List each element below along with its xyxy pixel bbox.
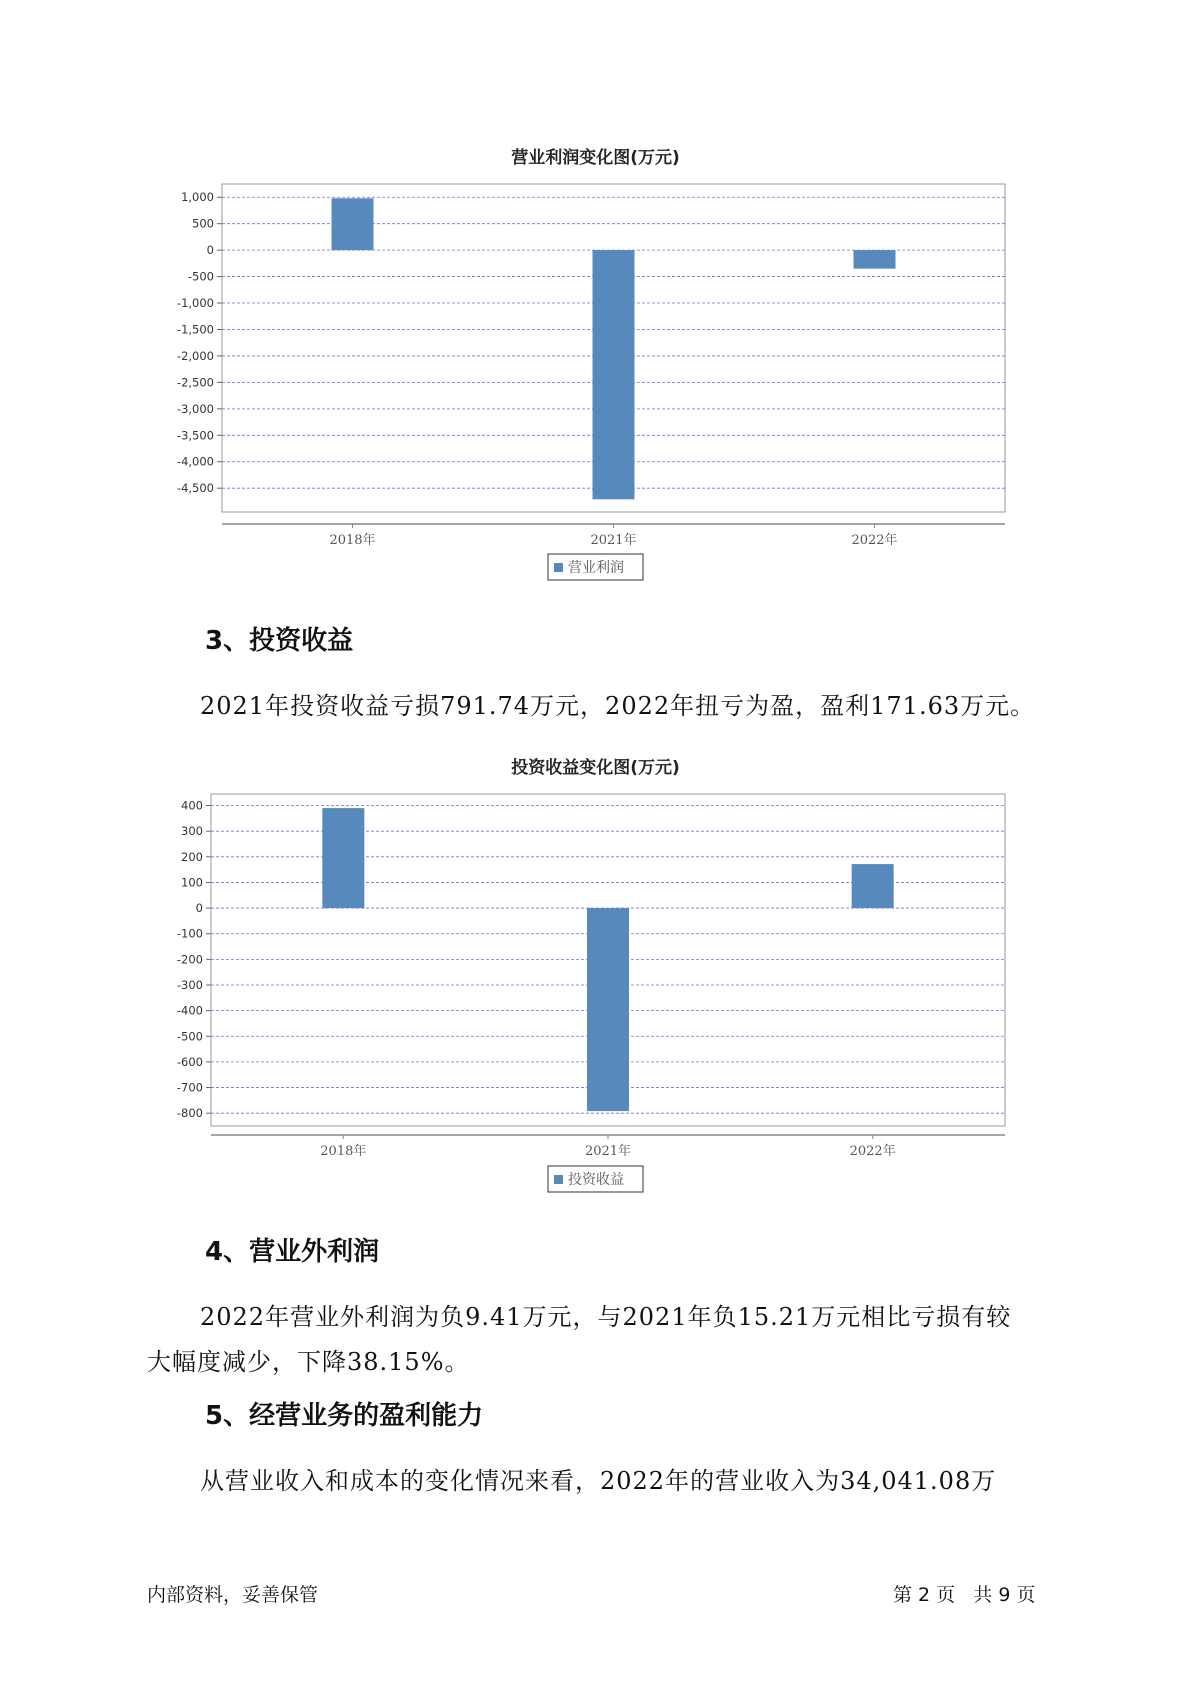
y-tick-label: -300 xyxy=(176,977,203,992)
chart-title-investment-income: 投资收益变化图(万元) xyxy=(511,758,680,778)
y-tick-label: -2,500 xyxy=(176,375,214,390)
y-tick-label: -1,500 xyxy=(176,322,214,337)
y-tick-label: 0 xyxy=(206,243,214,258)
x-tick-label: 2022年 xyxy=(849,1144,896,1159)
section-3-text: 2021年投资收益亏损791.74万元，2022年扭亏为盈，盈利171.63万元。 xyxy=(200,692,1036,720)
section-4-text-line2: 大幅度减少，下降38.15%。 xyxy=(147,1348,470,1376)
y-tick-label: -4,000 xyxy=(176,454,214,469)
y-tick-label: 0 xyxy=(195,901,203,916)
y-tick-label: 200 xyxy=(181,849,203,864)
legend-swatch xyxy=(554,1175,563,1184)
y-tick-label: -700 xyxy=(176,1080,203,1095)
y-tick-label: 400 xyxy=(181,798,203,813)
bar-2021年 xyxy=(593,250,635,499)
y-tick-label: -2,000 xyxy=(176,348,214,363)
bar-2018年 xyxy=(332,198,374,250)
x-tick-label: 2022年 xyxy=(851,533,898,548)
section-4-heading: 4、营业外利润 xyxy=(205,1237,380,1267)
x-tick-label: 2018年 xyxy=(329,533,376,548)
y-tick-label: -600 xyxy=(176,1054,203,1069)
y-tick-label: 1,000 xyxy=(181,190,214,205)
y-tick-label: -400 xyxy=(176,1003,203,1018)
section-3-heading: 3、投资收益 xyxy=(205,626,354,656)
y-tick-label: -1,000 xyxy=(176,296,214,311)
footer-confidential-note: 内部资料，妥善保管 xyxy=(147,1584,319,1606)
y-tick-label: -4,500 xyxy=(176,481,214,496)
section-5-heading: 5、经营业务的盈利能力 xyxy=(205,1401,484,1431)
y-tick-label: 500 xyxy=(192,216,214,231)
legend-label: 投资收益 xyxy=(568,1172,624,1188)
y-tick-label: -800 xyxy=(176,1106,203,1121)
legend xyxy=(548,1166,643,1192)
y-tick-label: -500 xyxy=(187,269,214,284)
legend xyxy=(548,554,643,580)
y-tick-label: -100 xyxy=(176,926,203,941)
x-tick-label: 2021年 xyxy=(584,1144,632,1159)
bar-2022年 xyxy=(854,250,896,269)
x-tick-label: 2018年 xyxy=(320,1144,367,1159)
legend-label: 营业利润 xyxy=(568,560,624,576)
y-tick-label: -3,000 xyxy=(176,401,214,416)
y-tick-label: -200 xyxy=(176,952,203,967)
legend-swatch xyxy=(554,563,563,572)
bar-2021年 xyxy=(587,908,629,1111)
y-tick-label: 300 xyxy=(181,824,203,839)
section-5-text-line1: 从营业收入和成本的变化情况来看，2022年的营业收入为34,041.08万 xyxy=(200,1467,997,1495)
y-tick-label: -3,500 xyxy=(176,428,214,443)
x-tick-label: 2021年 xyxy=(590,533,637,548)
y-tick-label: 100 xyxy=(181,875,203,890)
section-4-text-line1: 2022年营业外利润为负9.41万元，与2021年负15.21万元相比亏损有较 xyxy=(200,1303,1012,1331)
footer-page-number: 第 2 页 共 9 页 xyxy=(893,1584,1036,1606)
bar-2022年 xyxy=(852,864,894,908)
chart-title-operating-profit: 营业利润变化图(万元) xyxy=(511,148,680,168)
y-tick-label: -500 xyxy=(176,1029,203,1044)
operating-profit-chart xyxy=(0,160,1191,600)
investment-income-chart xyxy=(0,770,1191,1200)
bar-2018年 xyxy=(322,808,364,908)
